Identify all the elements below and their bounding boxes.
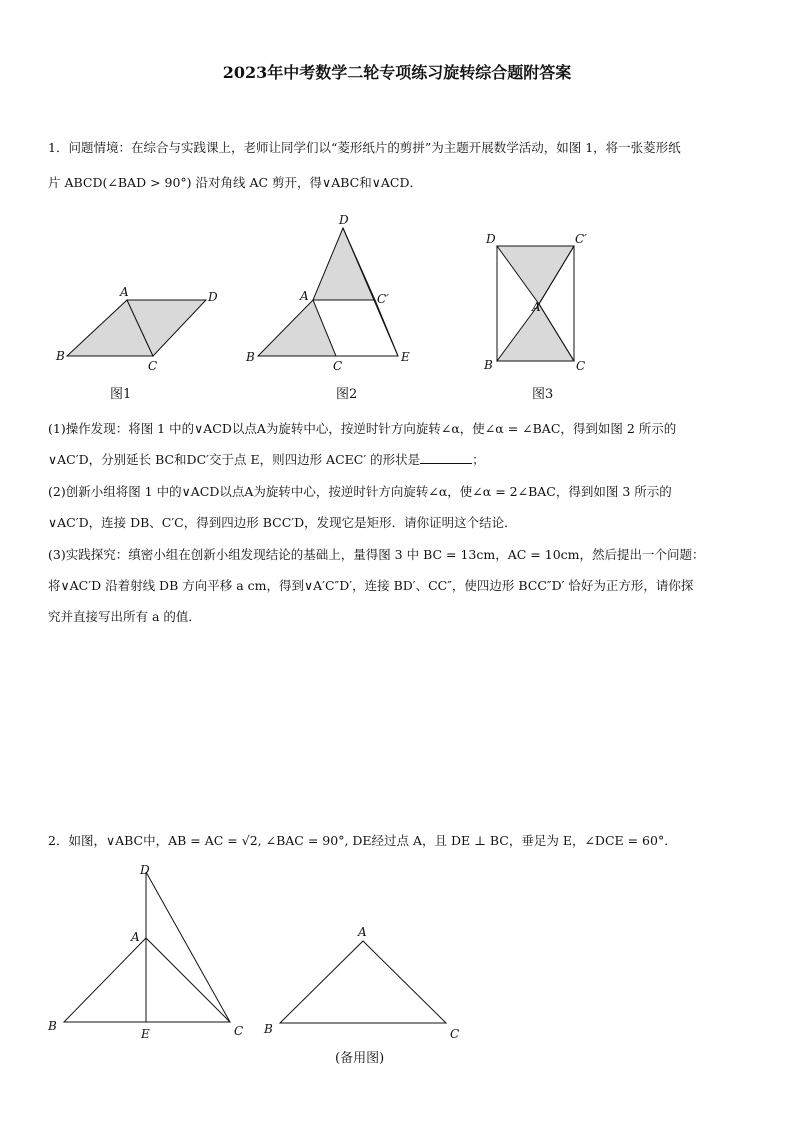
label-e: E: [141, 1027, 150, 1041]
label-a: A: [131, 930, 140, 944]
q1-line2: 片 ABCD(∠BAD > 90°) 沿对角线 AC 剪开，得∨ABC和∨ACD．: [48, 175, 422, 190]
fig2-caption: 图2: [336, 387, 358, 402]
backup-figure-caption: (备用图): [335, 1051, 385, 1066]
label-a: A: [120, 285, 129, 299]
triangle-ac-prime-d: [497, 246, 574, 304]
page-title: 2023年中考数学二轮专项练习旋转综合题附答案: [222, 63, 572, 82]
label-c: C: [450, 1027, 460, 1041]
figure-2: [240, 205, 420, 375]
label-c: C: [148, 359, 158, 373]
label-d: D: [140, 863, 150, 877]
answer-blank[interactable]: [420, 451, 472, 464]
q1-part3-line1: (3)实践探究：缜密小组在创新小组发现结论的基础上，量得图 3 中 BC = 13cm，AC = 10cm，然后提出一个问题：: [48, 547, 705, 562]
label-c-prime: C′: [575, 232, 587, 246]
q1-part1-line2: ∨AC′D，分别延长 BC和DC′交于点 E，则四边形 ACEC′ 的形状是 ；: [48, 452, 485, 467]
q1-part1-line1: (1)操作发现：将图 1 中的∨ACD以点A为旋转中心，按逆时针方向旋转∠α，使∠α = ∠BAC，得到如图 2 所示的: [48, 421, 677, 436]
segment-dc: [146, 872, 230, 1022]
fig3-caption: 图3: [532, 387, 554, 402]
q1-part2-line2: ∨AC′D，连接 DB、C′C，得到四边形 BCC′D，发现它是矩形．请你证明这个结论．: [48, 515, 517, 530]
q2-line1: 2．如图，∨ABC中，AB = AC = √2, ∠BAC = 90°, DE经过点 A，且 DE ⊥ BC，垂足为 E，∠DCE = 60°．: [48, 833, 677, 848]
figure-1: [50, 280, 230, 375]
q1-line1: 1．问题情境：在综合与实践课上，老师让同学们以“菱形纸片的剪拼”为主题开展数学活动，如图 1，将一张菱形纸: [48, 140, 681, 155]
triangle-abc: [280, 941, 446, 1023]
label-b: B: [246, 350, 255, 364]
label-c: C: [234, 1024, 244, 1038]
label-b: B: [56, 349, 65, 363]
label-a: A: [358, 925, 367, 939]
label-b: B: [484, 358, 493, 372]
label-e: E: [401, 350, 410, 364]
fig1-caption: 图1: [110, 387, 132, 402]
label-d: D: [486, 232, 496, 246]
label-a: A: [300, 289, 309, 303]
triangle-abc: [64, 938, 230, 1022]
triangle-abc: [258, 300, 336, 356]
label-b: B: [264, 1022, 273, 1036]
figure-4: [40, 855, 260, 1050]
label-c: C: [333, 359, 343, 373]
label-d: D: [339, 213, 349, 227]
label-c: C: [576, 359, 586, 373]
q1-part3-line3: 究并直接写出所有 a 的值．: [48, 609, 201, 624]
q1-part3-line2: 将∨AC′D 沿着射线 DB 方向平移 a cm，得到∨A′C″D′，连接 BD′、CC″，使四边形 BCC″D′ 恰好为正方形，请你探: [48, 578, 694, 593]
figure-3: [480, 225, 600, 375]
label-b: B: [48, 1019, 57, 1033]
q1-part2-line1: (2)创新小组将图 1 中的∨ACD以点A为旋转中心，按逆时针方向旋转∠α，使∠α = 2∠BAC，得到如图 3 所示的: [48, 484, 672, 499]
label-a: A: [532, 300, 541, 314]
label-d: D: [208, 290, 218, 304]
label-c-prime: C′: [377, 292, 389, 306]
triangle-ac-prime-d: [313, 228, 375, 300]
